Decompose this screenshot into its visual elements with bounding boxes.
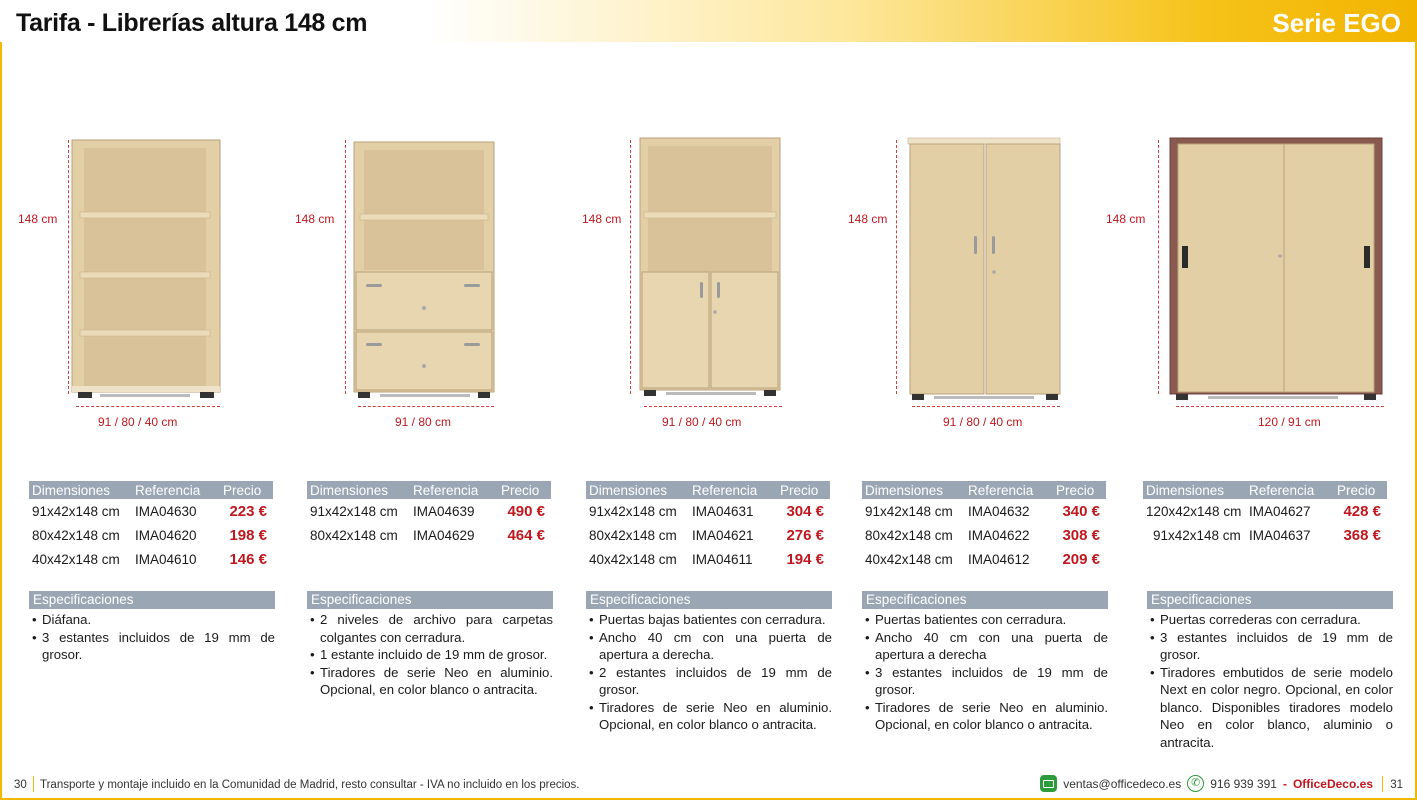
table-row: 91x42x148 cm IMA04631 304 € bbox=[589, 502, 824, 520]
specs-2 bbox=[307, 591, 553, 699]
phone-icon: ✆ bbox=[1187, 775, 1204, 792]
width-label: 91 / 80 / 40 cm bbox=[943, 415, 1023, 429]
spec-item: • 3 estantes incluidos de 19 mm de grosor. bbox=[1147, 629, 1393, 664]
specs-3 bbox=[586, 591, 832, 734]
specs-header: Especificaciones bbox=[307, 591, 553, 609]
width-label: 91 / 80 / 40 cm bbox=[662, 415, 742, 429]
spec-item: • Diáfana. bbox=[29, 611, 275, 629]
height-label: 148 cm bbox=[582, 212, 622, 226]
page-title: Tarifa - Librerías altura 148 cm bbox=[16, 9, 368, 37]
brand-link[interactable]: OfficeDeco.es bbox=[1292, 776, 1373, 791]
width-dimension-line bbox=[358, 406, 494, 407]
height-label: 148 cm bbox=[848, 212, 888, 226]
page-header bbox=[0, 0, 1417, 42]
bookcase-low-doors-image bbox=[638, 136, 788, 402]
price-table-2 bbox=[307, 481, 551, 547]
height-label: 148 cm bbox=[18, 212, 58, 226]
table-row: 91x42x148 cm IMA04637 368 € bbox=[1153, 526, 1381, 544]
table-header: Dimensiones Referencia Precio bbox=[586, 481, 830, 499]
table-row: 91x42x148 cm IMA04639 490 € bbox=[310, 502, 545, 520]
spec-item: • 3 estantes incluidos de 19 mm de grosor. bbox=[862, 664, 1108, 699]
page-number-left: 30 bbox=[14, 779, 27, 791]
bookcase-with-drawers-image bbox=[352, 140, 502, 402]
table-row: 80x42x148 cm IMA04629 464 € bbox=[310, 526, 545, 544]
spec-item: • Puertas batientes con cerradura. bbox=[862, 611, 1108, 629]
table-row: 40x42x148 cm IMA04612 209 € bbox=[865, 550, 1100, 568]
specs-header: Especificaciones bbox=[862, 591, 1108, 609]
series-name: Serie EGO bbox=[1272, 8, 1401, 38]
footer-contact bbox=[1040, 775, 1373, 792]
footer-dash: - bbox=[1282, 776, 1287, 791]
specs-header: Especificaciones bbox=[1147, 591, 1393, 609]
table-row: 91x42x148 cm IMA04630 223 € bbox=[32, 502, 267, 520]
width-dimension-line bbox=[1176, 406, 1384, 407]
open-bookcase-image bbox=[70, 138, 230, 400]
spec-item: • Puertas bajas batientes con cerradura. bbox=[586, 611, 832, 629]
spec-item: • 3 estantes incluidos de 19 mm de grosor. bbox=[29, 629, 275, 664]
spec-item: • 2 estantes incluidos de 19 mm de grosor. bbox=[586, 664, 832, 699]
spec-item: • Ancho 40 cm con una puerta de apertura a derecha bbox=[862, 629, 1108, 664]
product-5 bbox=[1104, 128, 1374, 428]
product-1 bbox=[14, 128, 284, 428]
table-row: 80x42x148 cm IMA04622 308 € bbox=[865, 526, 1100, 544]
specs-5 bbox=[1147, 591, 1393, 751]
specs-header: Especificaciones bbox=[29, 591, 275, 609]
spec-item: • Ancho 40 cm con una puerta de apertura a derecha. bbox=[586, 629, 832, 664]
price-table-4 bbox=[862, 481, 1106, 571]
width-label: 91 / 80 cm bbox=[395, 415, 452, 429]
spec-item: • Puertas correderas con cerradura. bbox=[1147, 611, 1393, 629]
table-row: 91x42x148 cm IMA04632 340 € bbox=[865, 502, 1100, 520]
height-dimension-line bbox=[68, 140, 69, 394]
height-dimension-line bbox=[1158, 140, 1159, 394]
spec-item: • 1 estante incluido de 19 mm de grosor. bbox=[307, 646, 553, 664]
price-table-1 bbox=[29, 481, 273, 571]
specs-header: Especificaciones bbox=[586, 591, 832, 609]
swing-door-cabinet-image bbox=[906, 136, 1066, 402]
table-row: 80x42x148 cm IMA04620 198 € bbox=[32, 526, 267, 544]
sliding-door-cabinet-image bbox=[1168, 136, 1390, 402]
table-row: 80x42x148 cm IMA04621 276 € bbox=[589, 526, 824, 544]
width-label: 91 / 80 / 40 cm bbox=[98, 415, 178, 429]
footer-divider bbox=[1382, 776, 1383, 792]
product-4 bbox=[846, 128, 1116, 428]
footer-note: Transporte y montaje incluido en la Comunidad de Madrid, resto consultar - IVA no incluido en los precios. bbox=[40, 779, 580, 791]
product-2 bbox=[292, 128, 562, 428]
table-header: Dimensiones Referencia Precio bbox=[307, 481, 551, 499]
height-label: 148 cm bbox=[1106, 212, 1146, 226]
specs-4 bbox=[862, 591, 1108, 734]
height-dimension-line bbox=[630, 140, 631, 394]
phone-number[interactable]: 916 939 391 bbox=[1210, 776, 1277, 791]
spec-item: • 2 niveles de archivo para carpetas colgantes con cerradura. bbox=[307, 611, 553, 646]
spec-item: • Tiradores de serie Neo en aluminio. Opcional, en color blanco o antracita. bbox=[586, 699, 832, 734]
email-link[interactable]: ventas@officedeco.es bbox=[1063, 776, 1182, 791]
width-dimension-line bbox=[912, 406, 1060, 407]
product-3 bbox=[580, 128, 850, 428]
spec-item: • Tiradores de serie Neo en aluminio. Opcional, en color blanco o antracita. bbox=[862, 699, 1108, 734]
price-table-3 bbox=[586, 481, 830, 571]
width-label: 120 / 91 cm bbox=[1258, 415, 1321, 429]
page-number-right: 31 bbox=[1390, 779, 1403, 791]
width-dimension-line bbox=[644, 406, 782, 407]
table-row: 120x42x148 cm IMA04627 428 € bbox=[1146, 502, 1381, 520]
height-dimension-line bbox=[345, 140, 346, 394]
email-icon bbox=[1040, 775, 1057, 792]
table-header: Dimensiones Referencia Precio bbox=[862, 481, 1106, 499]
table-row: 40x42x148 cm IMA04610 146 € bbox=[32, 550, 267, 568]
table-header: Dimensiones Referencia Precio bbox=[29, 481, 273, 499]
table-row: 40x42x148 cm IMA04611 194 € bbox=[589, 550, 824, 568]
price-table-5 bbox=[1143, 481, 1387, 547]
width-dimension-line bbox=[76, 406, 220, 407]
height-label: 148 cm bbox=[295, 212, 335, 226]
specs-1 bbox=[29, 591, 275, 664]
footer-divider bbox=[33, 776, 34, 792]
height-dimension-line bbox=[896, 140, 897, 394]
table-header: Dimensiones Referencia Precio bbox=[1143, 481, 1387, 499]
page-footer bbox=[0, 772, 1417, 798]
spec-item: • Tiradores de serie Neo en aluminio. Opcional, en color blanco o antracita. bbox=[307, 664, 553, 699]
spec-item: • Tiradores embutidos de serie modelo Next en color negro. Opcional, en color blanco. Disponibles tiradores modelo Neo en color blanco, aluminio o antracita. bbox=[1147, 664, 1393, 752]
